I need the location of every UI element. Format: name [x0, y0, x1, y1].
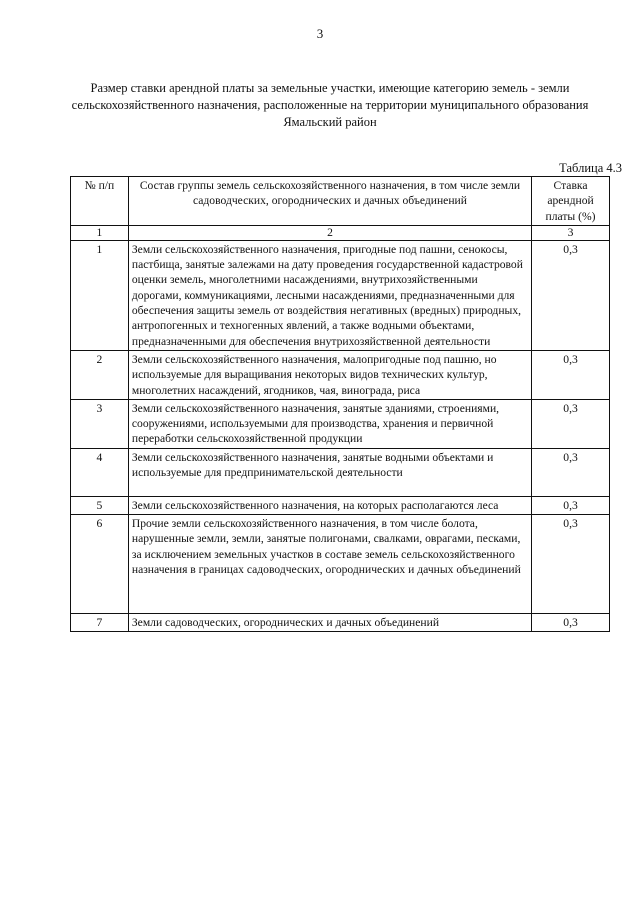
table-row	[71, 448, 610, 496]
column-number: 1	[71, 225, 129, 240]
row-number: 7	[71, 614, 129, 632]
row-description: Земли сельскохозяйственного назначения, пригодные под пашни, сенокосы, пастбища, занятые залежами на дату проведения государственной кадастровой оценки земель, многолетними насаждениями, внутрихозяйственными дорогами, коммуникациями, лесными насаждениями, предназначенными для обеспечения защиты земель от воздействия негативных (вредных) природных, антропогенных и техногенных явлений, а также водными объектами, предназначенными для обеспечения внутрихозяйственной деятельности	[128, 240, 531, 350]
column-number: 2	[128, 225, 531, 240]
header-land-group: Состав группы земель сельскохозяйственного назначения, в том числе земли садоводческих, огороднических и дачных объединений	[128, 177, 531, 226]
row-description: Прочие земли сельскохозяйственного назначения, в том числе болота, нарушенные земли, земли, занятые полигонами, свалками, оврагами, песками, за исключением земельных участков в составе земель сельскохозяйственного назначения в границах садоводческих, огороднических и дачных объединений	[128, 515, 531, 614]
table-row	[71, 240, 610, 350]
row-rate: 0,3	[532, 515, 610, 614]
table-label: Таблица 4.3	[559, 161, 622, 175]
row-rate: 0,3	[532, 240, 610, 350]
row-description: Земли садоводческих, огороднических и дачных объединений	[128, 614, 531, 632]
row-number: 5	[71, 496, 129, 514]
table-row	[71, 614, 610, 632]
row-rate: 0,3	[532, 399, 610, 448]
row-rate: 0,3	[532, 448, 610, 496]
table-row	[71, 399, 610, 448]
row-rate: 0,3	[532, 614, 610, 632]
row-number: 4	[71, 448, 129, 496]
row-number: 6	[71, 515, 129, 614]
row-number: 2	[71, 350, 129, 399]
row-description: Земли сельскохозяйственного назначения, малопригодные под пашню, но используемые для выращивания некоторых видов технических культур, многолетних насаждений, ягодников, чая, винограда, риса	[128, 350, 531, 399]
table-row	[71, 515, 610, 614]
row-number: 3	[71, 399, 129, 448]
header-rate: Ставка арендной платы (%)	[532, 177, 610, 226]
row-rate: 0,3	[532, 350, 610, 399]
column-number-row	[71, 225, 610, 240]
header-number: № п/п	[71, 177, 129, 226]
row-description: Земли сельскохозяйственного назначения, занятые водными объектами и используемые для предпринимательской деятельности	[128, 448, 531, 496]
document-title: Размер ставки арендной платы за земельные участки, имеющие категорию земель - земли сельскохозяйственного назначения, расположенные на территории муниципального образования Ямальский район	[71, 81, 589, 129]
row-description: Земли сельскохозяйственного назначения, на которых располагаются леса	[128, 496, 531, 514]
rates-table	[70, 176, 610, 632]
table-row	[71, 350, 610, 399]
row-description: Земли сельскохозяйственного назначения, занятые зданиями, строениями, сооружениями, используемыми для производства, хранения и первичной переработки сельскохозяйственной продукции	[128, 399, 531, 448]
table-row	[71, 496, 610, 514]
page-number: 3	[316, 26, 324, 41]
table-header-row	[71, 177, 610, 226]
row-number: 1	[71, 240, 129, 350]
column-number: 3	[532, 225, 610, 240]
row-rate: 0,3	[532, 496, 610, 514]
